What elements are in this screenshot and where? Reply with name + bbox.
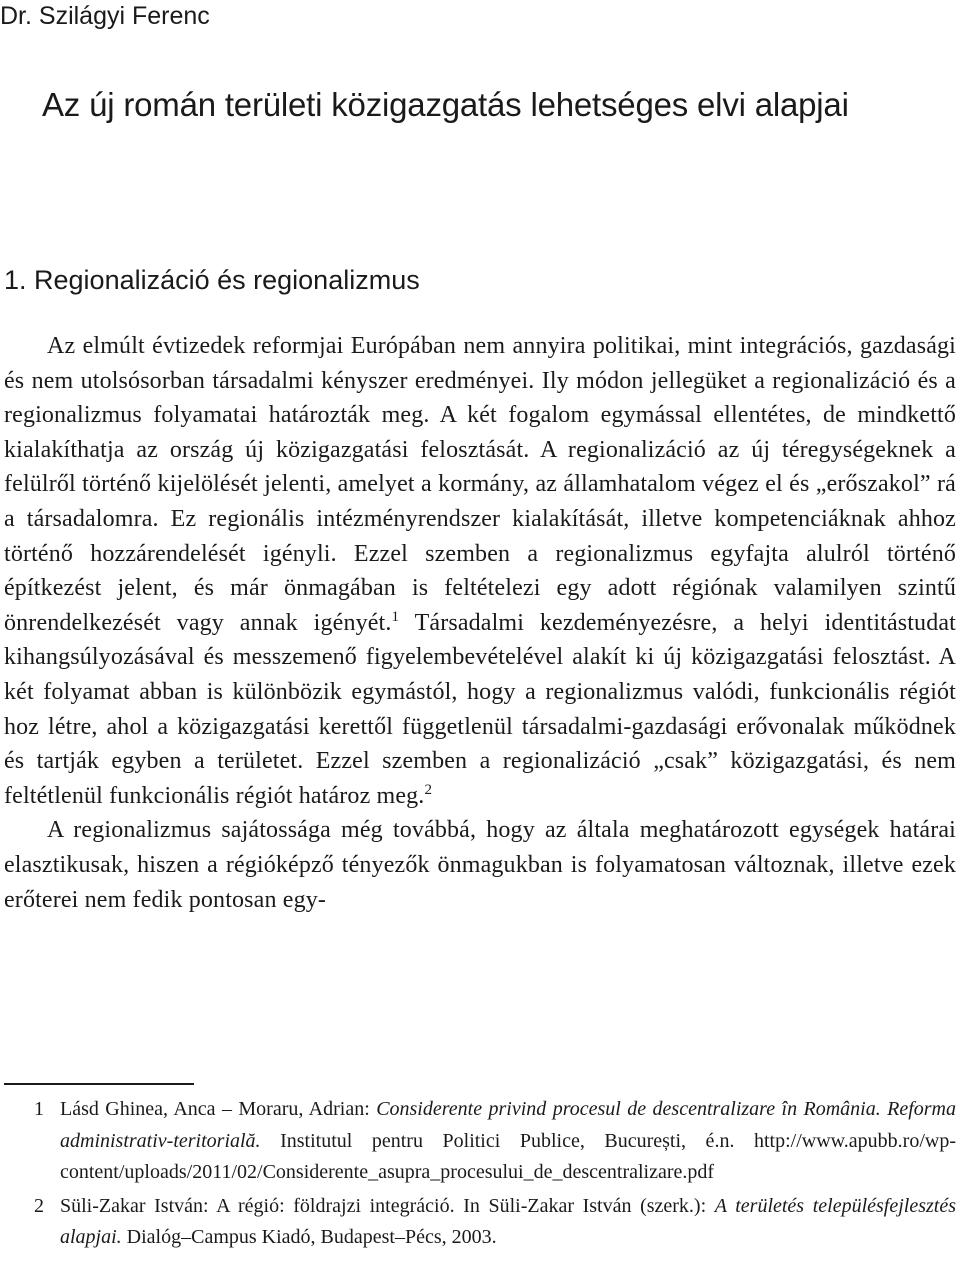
footnote-2-text xyxy=(60,1191,956,1254)
footnote-ref-2: 2 xyxy=(424,781,433,798)
paragraph-1-text-a: Az elmúlt évtizedek reformjai Európában nem annyira politikai, mint integrációs, gazdasági és nem utolsósorban társadalmi kényszer eredményei. Ily módon jellegüket a regionalizáció és a regionalizmus folyamatai határozták meg. A két fogalom egymással ellentétes, de mindkettő kialakíthatja az ország új közigazgatási felosztását. A regionalizáció az új téregységeknek a felülről történő kijelölését jelenti, amelyet a kormány, az államhatalom végez el és „erőszakol” rá a társadalomra. Ez regionális intézményrendszer kialakítását, illetve kompetenciáknak ahhoz történő hozzárendelését igényli. Ezzel szemben a regionalizmus egyfajta alulról történő építkezést jelent, és már önmagában is feltételezi egy adott régiónak valamilyen szintű önrendelkezését vagy annak igényét. xyxy=(4,333,956,636)
footnote-1 xyxy=(4,1094,956,1189)
article-title: Az új román területi közigazgatás lehetséges elvi alapjai xyxy=(42,86,849,123)
paragraph-2-text: A regionalizmus sajátossága még továbbá, hogy az általa meghatározott egységek határai elasztikusak, hiszen a régióképző tényezők önmagukban is folyamatosan változnak, illetve ezek erőterei nem fedik pontosan egy- xyxy=(4,817,956,913)
footnote-1-authors: Lásd Ghinea, Anca – Moraru, Adrian: xyxy=(60,1098,377,1120)
footnote-2-rest: Dialóg–Campus Kiadó, Budapest–Pécs, 2003. xyxy=(121,1226,497,1249)
footnote-1-number: 1 xyxy=(34,1098,44,1120)
footnote-ref-1: 1 xyxy=(391,608,400,625)
author-name: Dr. Szilágyi Ferenc xyxy=(0,2,210,30)
footnote-2-authors: Süli-Zakar István: A régió: földrajzi integráció. In Süli-Zakar István (szerk.): xyxy=(60,1194,715,1217)
footnote-2 xyxy=(4,1191,956,1254)
footnote-1-title: Considerente privind procesul de descentralizare în România. Reforma administrativ-teritorială. xyxy=(60,1098,956,1152)
paragraph-1 xyxy=(4,329,956,813)
footnotes xyxy=(4,1094,956,1254)
paragraph-2 xyxy=(4,813,956,917)
paragraph-1-text-b: Társadalmi kezdeményezésre, a helyi identitástudat kihangsúlyozásával és messzemenő figyelembevételével alakít ki új közigazgatási felosztást. A két folyamat abban is különbözik egymástól, hogy a regionalizmus valódi, funkcionális régiót hoz létre, ahol a közigazgatási kerettől függetlenül társadalmi-gazdasági erővonalak működnek és tartják egyben a területet. Ezzel szemben a regionalizáció „csak” közigazgatási, és nem feltétlenül funkcionális régiót határoz meg. xyxy=(4,609,956,809)
footnote-2-title: A területés településfejlesztés alapjai. xyxy=(60,1194,956,1249)
footnote-2-number: 2 xyxy=(34,1194,44,1217)
section-heading: 1. Regionalizáció és regionalizmus xyxy=(4,265,420,295)
footnote-divider xyxy=(4,1083,194,1085)
body-text xyxy=(4,329,956,917)
footnote-1-rest: Institutul pentru Politici Publice, București, é.n. http://www.apubb.ro/wp-content/uploads/2011/02/Considerente_asupra_procesului_de_descentralizare.pdf xyxy=(60,1129,956,1184)
footnote-1-text xyxy=(60,1094,956,1189)
